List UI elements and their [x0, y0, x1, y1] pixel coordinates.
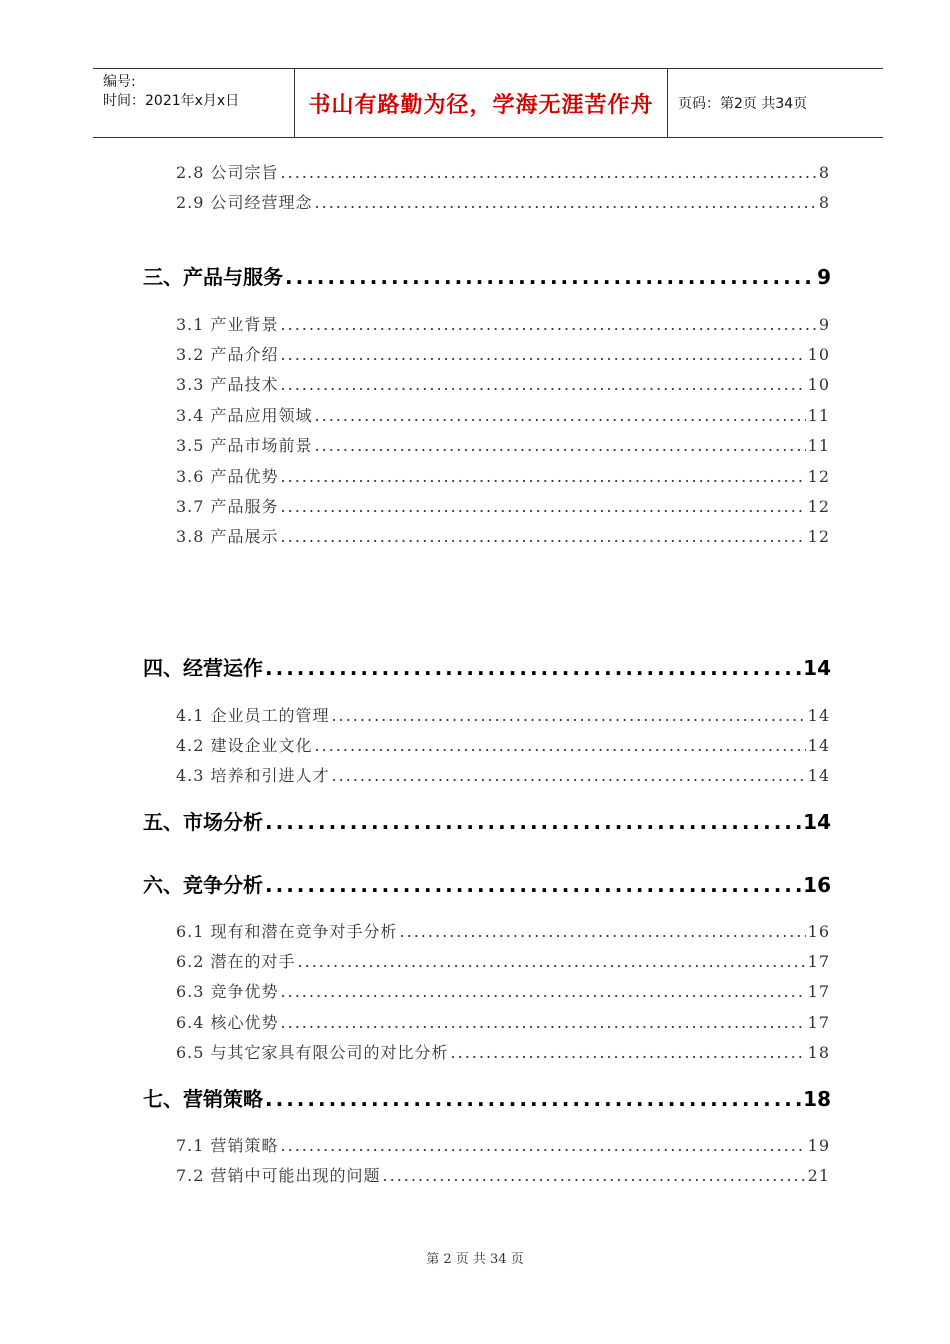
- toc-leader-dots: [315, 193, 817, 212]
- toc-chapter[interactable]: [143, 806, 831, 835]
- toc-entry-page: 17: [807, 1013, 830, 1032]
- document-time-label: 时间：2021年x月x日: [103, 93, 240, 109]
- toc-entry[interactable]: [176, 949, 830, 972]
- toc-entry-label: 3.3 产品技术: [176, 375, 279, 394]
- toc-chapter-page: 9: [817, 265, 831, 289]
- toc-entry[interactable]: [176, 372, 830, 395]
- toc-chapter-label: 六、竞争分析: [143, 873, 263, 897]
- toc-entry-page: 14: [807, 766, 830, 785]
- toc-entry-page: 12: [807, 497, 830, 516]
- toc-entry[interactable]: [176, 703, 830, 726]
- toc-entry[interactable]: [176, 160, 830, 183]
- toc-leader-dots: [332, 766, 806, 785]
- toc-entry-label: 6.2 潜在的对手: [176, 952, 296, 971]
- toc-entry-label: 4.1 企业员工的管理: [176, 706, 330, 725]
- toc-entry-label: 4.3 培养和引进人才: [176, 766, 330, 785]
- toc-entry-page: 18: [807, 1043, 830, 1062]
- toc-leader-dots: [265, 656, 801, 680]
- toc-leader-dots: [281, 315, 817, 334]
- toc-entry-label: 6.4 核心优势: [176, 1013, 279, 1032]
- toc-entry[interactable]: [176, 494, 830, 517]
- toc-chapter-page: 16: [803, 873, 831, 897]
- toc-entry-page: 17: [807, 952, 830, 971]
- toc-entry-page: 8: [818, 193, 830, 212]
- toc-entry-page: 17: [807, 982, 830, 1001]
- toc-entry-page: 19: [807, 1136, 830, 1155]
- toc-entry-label: 3.1 产业背景: [176, 315, 279, 334]
- header-page-label: 页码：第2页 共34页: [678, 96, 808, 112]
- document-number-label: 编号:: [103, 74, 136, 90]
- toc-chapter-page: 14: [803, 656, 831, 680]
- toc-chapter[interactable]: [143, 652, 831, 681]
- toc-entry[interactable]: [176, 1163, 830, 1186]
- toc-leader-dots: [281, 1013, 806, 1032]
- toc-chapter[interactable]: [143, 869, 831, 898]
- toc-chapter-label: 三、产品与服务: [143, 265, 283, 289]
- toc-chapter-label: 七、营销策略: [143, 1087, 263, 1111]
- toc-leader-dots: [285, 265, 815, 289]
- toc-leader-dots: [281, 375, 806, 394]
- toc-leader-dots: [383, 1166, 806, 1185]
- toc-chapter-label: 四、经营运作: [143, 656, 263, 680]
- toc-entry-page: 11: [807, 436, 830, 455]
- toc-leader-dots: [265, 873, 801, 897]
- toc-leader-dots: [400, 922, 806, 941]
- toc-leader-dots: [281, 982, 806, 1001]
- toc-entry-label: 7.1 营销策略: [176, 1136, 279, 1155]
- toc-entry-label: 2.9 公司经营理念: [176, 193, 313, 212]
- toc-entry-page: 11: [807, 406, 830, 425]
- toc-entry[interactable]: [176, 464, 830, 487]
- toc-entry[interactable]: [176, 979, 830, 1002]
- toc-chapter[interactable]: [143, 1083, 831, 1112]
- toc-leader-dots: [315, 736, 806, 755]
- toc-entry-page: 21: [807, 1166, 830, 1185]
- toc-entry-label: 2.8 公司宗旨: [176, 163, 279, 182]
- toc-entry[interactable]: [176, 190, 830, 213]
- toc-entry[interactable]: [176, 1010, 830, 1033]
- toc-entry[interactable]: [176, 524, 830, 547]
- toc-entry-label: 3.6 产品优势: [176, 467, 279, 486]
- toc-entry[interactable]: [176, 1040, 830, 1063]
- toc-leader-dots: [332, 706, 806, 725]
- toc-chapter-page: 18: [803, 1087, 831, 1111]
- toc-entry-label: 6.3 竞争优势: [176, 982, 279, 1001]
- toc-entry-page: 9: [818, 315, 830, 334]
- toc-entry[interactable]: [176, 1133, 830, 1156]
- toc-entry-page: 14: [807, 706, 830, 725]
- toc-entry-label: 7.2 营销中可能出现的问题: [176, 1166, 381, 1185]
- toc-entry-page: 12: [807, 467, 830, 486]
- toc-entry-label: 6.1 现有和潜在竞争对手分析: [176, 922, 398, 941]
- toc-leader-dots: [265, 1087, 801, 1111]
- toc-leader-dots: [265, 810, 801, 834]
- toc-entry-page: 12: [807, 527, 830, 546]
- toc-chapter[interactable]: [143, 261, 831, 290]
- toc-entry-page: 10: [807, 375, 830, 394]
- toc-leader-dots: [298, 952, 806, 971]
- toc-entry-label: 3.4 产品应用领域: [176, 406, 313, 425]
- toc-chapter-page: 14: [803, 810, 831, 834]
- toc-chapter-label: 五、市场分析: [143, 810, 263, 834]
- toc-entry[interactable]: [176, 312, 830, 335]
- header-motto: 书山有路勤为径，学海无涯苦作舟: [295, 69, 668, 137]
- toc-entry[interactable]: [176, 403, 830, 426]
- toc-leader-dots: [281, 497, 806, 516]
- toc-entry[interactable]: [176, 919, 830, 942]
- toc-leader-dots: [315, 436, 806, 455]
- toc-entry-label: 6.5 与其它家具有限公司的对比分析: [176, 1043, 449, 1062]
- toc-leader-dots: [281, 467, 806, 486]
- toc-leader-dots: [281, 527, 806, 546]
- toc-entry[interactable]: [176, 763, 830, 786]
- toc-leader-dots: [315, 406, 806, 425]
- toc-entry[interactable]: [176, 433, 830, 456]
- toc-leader-dots: [281, 163, 817, 182]
- toc-entry-label: 3.7 产品服务: [176, 497, 279, 516]
- toc-entry-page: 16: [807, 922, 830, 941]
- page-footer: 第 2 页 共 34 页: [426, 1252, 524, 1267]
- toc-entry[interactable]: [176, 733, 830, 756]
- toc-entry-page: 10: [807, 345, 830, 364]
- toc-leader-dots: [281, 345, 806, 364]
- toc-entry-page: 8: [818, 163, 830, 182]
- toc-entry-label: 3.2 产品介绍: [176, 345, 279, 364]
- toc-entry-label: 3.8 产品展示: [176, 527, 279, 546]
- toc-entry-label: 4.2 建设企业文化: [176, 736, 313, 755]
- toc-entry-label: 3.5 产品市场前景: [176, 436, 313, 455]
- toc-entry-page: 14: [807, 736, 830, 755]
- toc-entry[interactable]: [176, 342, 830, 365]
- toc-leader-dots: [281, 1136, 806, 1155]
- toc-leader-dots: [451, 1043, 806, 1062]
